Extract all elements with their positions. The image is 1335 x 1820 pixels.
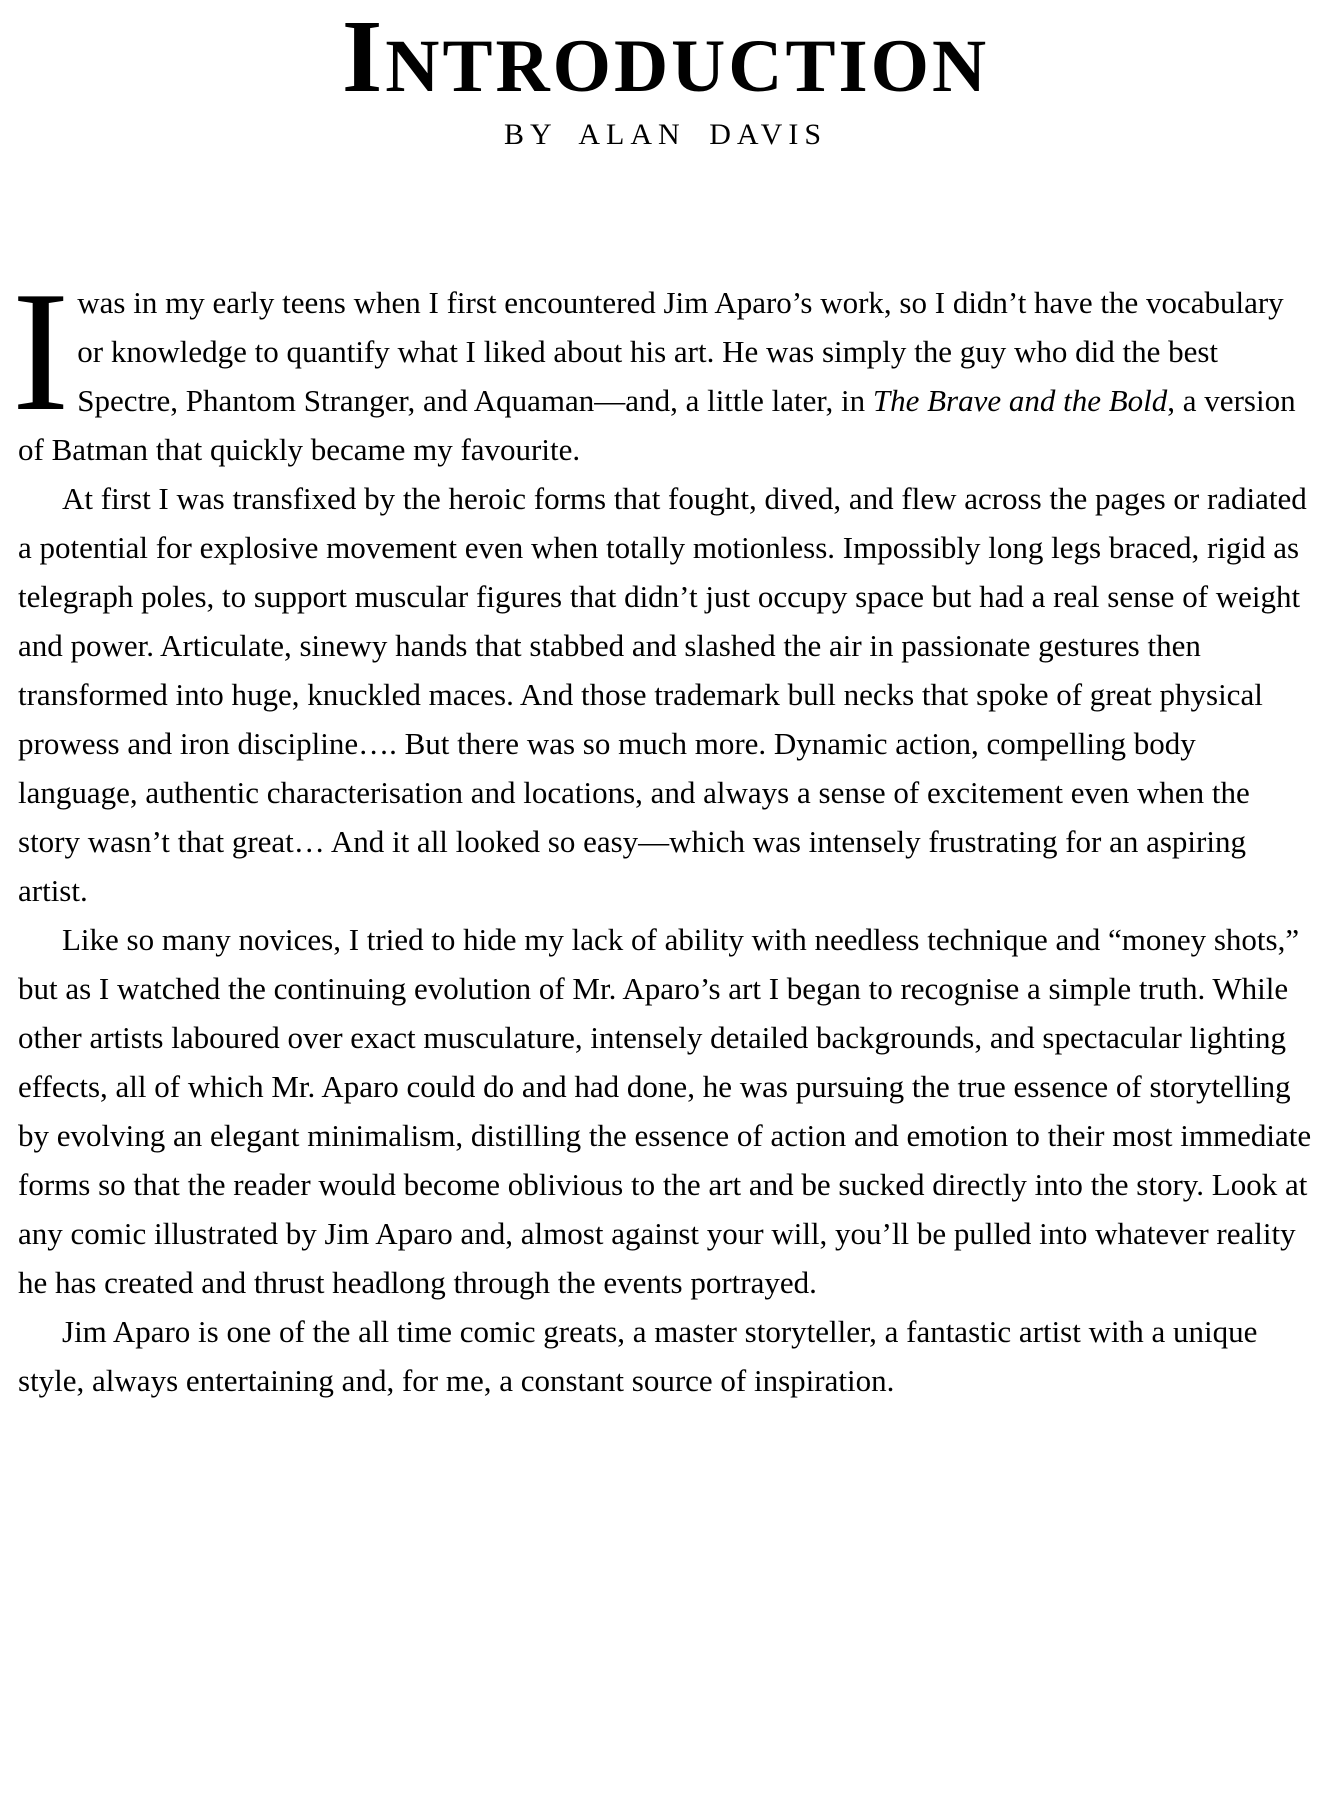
article-body <box>12 257 1313 1405</box>
title-text: NTRODUCTION <box>385 25 990 108</box>
paragraph: Jim Aparo is one of the all time comic greats, a master storyteller, a fantastic artist with a unique style, always entertaining and, for me, a constant source of inspiration. <box>18 1314 1258 1398</box>
byline: BY ALAN DAVIS <box>503 118 828 151</box>
title-initial-cap: I <box>341 0 386 114</box>
page-title <box>18 0 1313 114</box>
drop-cap: I <box>12 257 70 447</box>
opening-paragraph <box>12 257 1313 474</box>
paragraph: Like so many novices, I tried to hide my lack of ability with needless technique and “money shots,” but as I watched the continuing evolution of Mr. Aparo’s art I began to recognise a simple truth. While other artists laboured over exact musculature, intensely detailed backgrounds, and spectacular lighting effects, all of which Mr. Aparo could do and had done, he was pursuing the true essence of storytelling by evolving an elegant minimalism, distilling the essence of action and emotion to their most immediate forms so that the reader would become oblivious to the art and be sucked directly into the story. Look at any comic illustrated by Jim Aparo and, almost against your will, you’ll be pulled into whatever reality he has created and thrust headlong through the events portrayed. <box>18 922 1312 1300</box>
paragraph-text: , a version of Batman that quickly became my favourite. <box>18 383 1296 467</box>
paragraph: At first I was transfixed by the heroic forms that fought, dived, and flew across the pages or radiated a potential for explosive movement even when totally motionless. Impossibly long legs braced, rigid as telegraph poles, to support muscular figures that didn’t just occupy space but had a real sense of weight and power. Articulate, sinewy hands that stabbed and slashed the air in passionate gestures then transformed into huge, knuckled maces. And those trademark bull necks that spoke of great physical prowess and iron discipline…. But there was so much more. Dynamic action, compelling body language, authentic characterisation and locations, and always a sense of excitement even when the story wasn’t that great… And it all looked so easy—which was intensely frustrating for an aspiring artist. <box>18 481 1307 908</box>
page-header <box>18 0 1313 152</box>
book-title-italic: The Brave and the Bold <box>872 383 1168 418</box>
paragraph-text: was in my early teens when I first encountered Jim Aparo’s work, so I didn’t have the vocabulary or knowledge to quantify what I liked about his art. He was simply the guy who did the best Spectre, Phantom Stranger, and Aquaman—and, a little later, in <box>77 285 1284 418</box>
